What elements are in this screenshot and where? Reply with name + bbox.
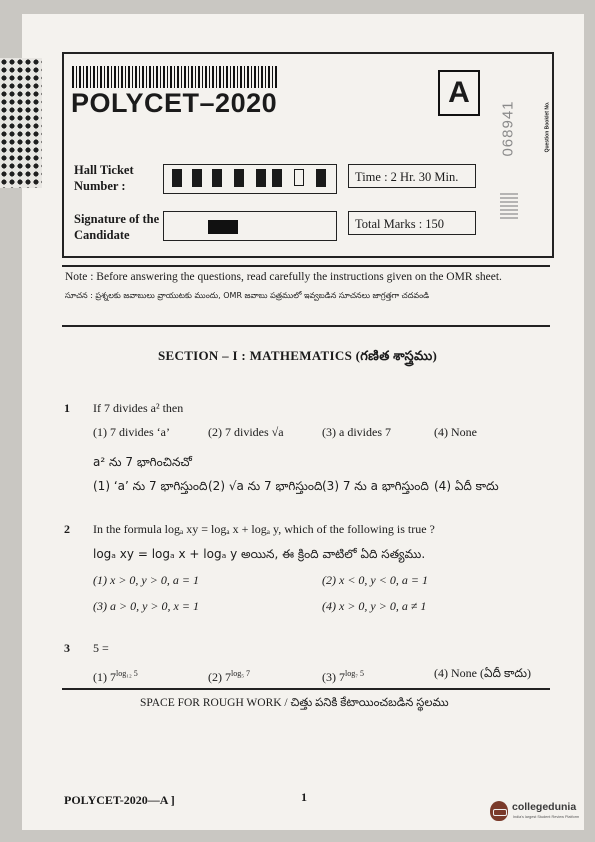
question-number: 3	[64, 641, 70, 655]
security-pattern	[0, 58, 42, 188]
signature-label: Signature of the Candidate	[74, 212, 160, 242]
question-stem-telugu: logₐ xy = logₐ x + logₐ y అయిన, ఈ క్రింది వాటిలో ఏది సత్యము.	[93, 547, 426, 561]
hall-ticket-number-box	[163, 164, 337, 194]
page-number: 1	[301, 790, 307, 804]
note-bottom-rule	[62, 325, 550, 327]
note-top-rule	[62, 265, 550, 267]
option: (2) x < 0, y < 0, a = 1	[322, 573, 428, 587]
exam-title: POLYCET–2020	[71, 88, 278, 118]
question-stem: 5 =	[93, 641, 109, 655]
hall-ticket-label: Hall Ticket Number :	[74, 163, 134, 193]
option: (4) None (ఏదీ కాదు)	[434, 666, 532, 680]
barcode	[72, 66, 277, 88]
option-telugu: (3) 7 ను a భాగిస్తుంది	[322, 479, 429, 493]
option-exponent: log₁₂ 5	[116, 669, 138, 678]
question-number: 2	[64, 522, 70, 536]
watermark-brand: collegedunia	[512, 801, 577, 813]
signature-redaction	[208, 220, 238, 234]
section-title: SECTION – I : MATHEMATICS (గణిత శాస్త్రము)	[158, 348, 438, 363]
watermark-tagline: India's largest Student Review Platform	[513, 815, 580, 819]
total-marks-box: Total Marks : 150	[348, 211, 476, 235]
time-box: Time : 2 Hr. 30 Min.	[348, 164, 476, 188]
option: (2) 7 divides √a	[208, 425, 284, 439]
rough-work-rule	[62, 688, 550, 690]
option-telugu: (2) √a ను 7 భాగిస్తుంది	[208, 479, 323, 493]
option: (1) 7 divides ‘a’	[93, 425, 170, 439]
rough-work-label: SPACE FOR ROUGH WORK / చిత్తు పనికి కేటాయించబడిన స్థలము	[140, 697, 449, 709]
option: (4) None	[434, 425, 477, 439]
option: (2) $7^{log_5 7}$	[208, 669, 251, 684]
note-english: Note : Before answering the questions, read carefully the instructions given on the OMR sheet.	[65, 271, 502, 283]
booklet-number-label: Question Booklet No.	[544, 101, 551, 153]
option: (1) x > 0, y > 0, a = 1	[93, 573, 199, 587]
booklet-number-area	[490, 80, 560, 200]
question-stem: In the formula logₐ xy = logₐ x + logₐ y, which of the following is true ?	[93, 522, 435, 536]
option-telugu: (4) ఏదీ కాదు	[434, 479, 499, 493]
option: (3) $7^{log_7 5}$	[322, 669, 365, 684]
option-telugu: (1) ‘a’ ను 7 భాగిస్తుంది	[93, 479, 208, 493]
logo-face-icon	[490, 801, 508, 821]
option: (3) a > 0, y > 0, x = 1	[93, 599, 199, 613]
option: (1) $7^{log_{12} 5}$	[93, 669, 138, 684]
option: (3) a divides 7	[322, 425, 391, 439]
signature-box	[163, 211, 337, 241]
set-code-box: A	[438, 70, 480, 116]
option-exponent: log₅ 7	[231, 669, 251, 678]
note	[65, 270, 545, 303]
option: (4) x > 0, y > 0, a ≠ 1	[322, 599, 427, 613]
collegedunia-watermark	[490, 798, 590, 828]
question-stem-telugu: a² ను 7 భాగించినచో	[93, 455, 192, 469]
question-number: 1	[64, 401, 70, 415]
note-telugu: సూచన : ప్రశ్నలకు జవాబులు వ్రాయుటకు ముందు, OMR జవాబు పత్రములో ఇవ్వబడిన సూచనలు జాగ్రత్తగా చదవండి	[65, 291, 430, 300]
qr-code	[500, 191, 518, 219]
question-stem: If 7 divides a² then	[93, 401, 184, 415]
option-exponent: log₇ 5	[345, 669, 365, 678]
footer-code: POLYCET-2020—A ]	[64, 793, 175, 807]
booklet-number: 068941	[499, 100, 517, 157]
